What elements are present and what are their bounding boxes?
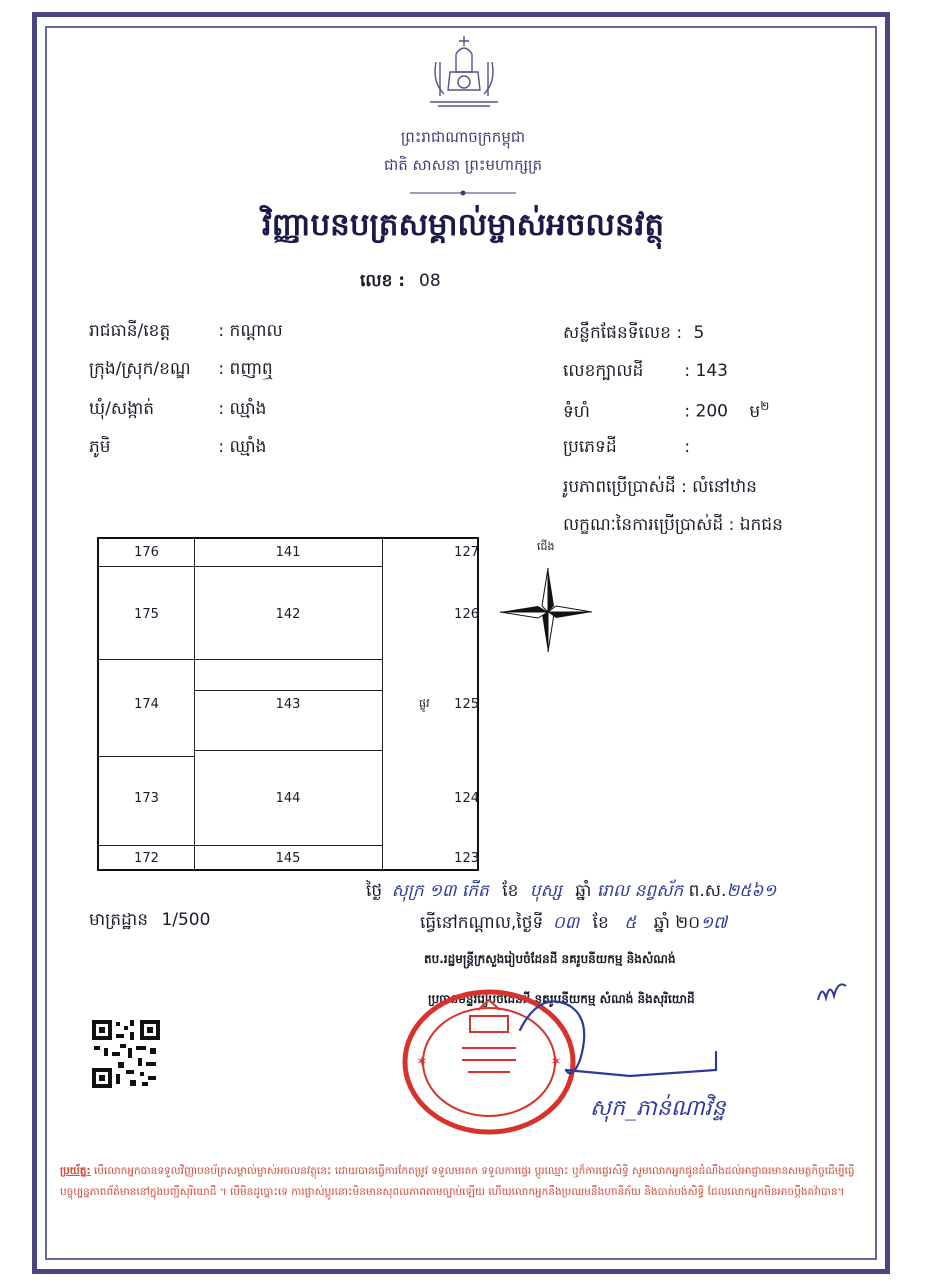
issue-year-label: ឆ្នាំ [653, 913, 670, 933]
map-scale [89, 909, 210, 934]
signer-name-handwritten: សុក_ភាន់ណាវិន្ទ [590, 1096, 726, 1121]
parcel-173: 173 [134, 791, 159, 806]
parcel-175: 175 [134, 607, 159, 622]
field-use-character: លក្ខណៈនៃការប្រើប្រាស់ដី : ឯកជន [563, 515, 783, 535]
royal-emblem-icon [420, 32, 508, 112]
parcel-176: 176 [134, 545, 159, 560]
signature-scribble-icon [510, 970, 750, 1090]
parcel-127: 127 [454, 545, 479, 560]
issue-year-prefix: ២០ [675, 913, 701, 933]
field-province-label: រាជធានី/ខេត្ត [89, 321, 171, 341]
parcel-126: 126 [454, 607, 479, 622]
buddhist-era-prefix: ព.ស. [688, 881, 727, 901]
field-map-sheet-label: សន្លឹកផែនទីលេខ : [563, 323, 683, 343]
field-village-value: : ឈ្មាំង [218, 437, 267, 457]
field-parcel-number-value: : 143 [684, 361, 728, 381]
minister-title-line2: ប្រធានមន្ទីររៀបចំដែនដី នគរូបនីយកម្ម សំណង់ និងសុរិយោដី [428, 992, 695, 1006]
issue-month-label: ខែ [592, 913, 609, 933]
buddhist-era-year-handwritten: ២៥៦១ [726, 881, 777, 901]
field-area [563, 398, 769, 426]
lunar-year-handwritten: រោល នព្វស័ក [596, 881, 684, 901]
road-label: ផ្លូវ [419, 697, 430, 710]
field-land-type-label: ប្រភេទដី [563, 437, 617, 457]
initials-mark-icon [812, 978, 852, 1008]
field-parcel-number-label: លេខក្បាលដី [563, 361, 644, 381]
parcel-143: 143 [275, 697, 301, 712]
field-parcel-number [563, 360, 728, 385]
compass-north-arrow-icon [498, 566, 594, 654]
ornament-divider-icon [406, 188, 520, 198]
parcel-141: 141 [275, 545, 301, 560]
kingdom-title: ព្រះរាជាណាចក្រកម្ពុជា [400, 128, 526, 146]
field-commune-value: : ឈ្មាំង [218, 399, 267, 419]
certificate-number-value: 08 [419, 271, 441, 291]
national-motto: ជាតិ សាសនា ព្រះមហាក្សត្រ [383, 156, 543, 174]
footer-notice-heading: ប្រយ័ត្ន: [60, 1165, 91, 1177]
field-area-unit: ម [749, 401, 761, 422]
footer-notice [60, 1161, 866, 1203]
lunar-day-label: ថ្ងៃ [366, 881, 383, 901]
certificate-number [360, 270, 441, 295]
field-province [89, 320, 283, 345]
lunar-date-line [366, 880, 776, 905]
qr-code-icon [90, 1018, 162, 1090]
minister-title-line1: តប.រដ្ឋមន្ត្រីក្រសួងរៀបចំដែនដី នគរូបនីយកម្ម និងសំណង់ [424, 952, 676, 966]
footer-notice-text: បើលោកអ្នកបានទទួលវិញ្ញាបនប័ត្រសម្គាល់ម្ចាស់អចលនវត្ថុនេះ ដោយបានធ្វើការកែតម្រូវ ទទួលមរតក ទទួលការផ្ទេរ ប្តូរឈ្មោះ ឬក៏ការផ្ទេរសិទ្ធិ សូមលោកអ្នកជូនដំណឹងដល់អាជ្ញាធរមានសមត្ថកិច្ចដើម្បីធ្វើបច្ចុប្បន្នភាពព័ត៌មាននៅក្នុងបញ្ជីសុរិយោដី ។ បើមិនដូច្នោះទេ ការផ្លាស់ប្តូរនោះមិនមានសុពលភាពតាមច្បាប់ឡើយ ហើយលោកអ្នកនឹងប្រឈមនឹងហានិភ័យ និងបាត់បង់សិទ្ធិ ដែលលោកអ្នកមិនអាចប្តឹងតវ៉ាបាន។ [60, 1165, 855, 1198]
field-village-label: ភូមិ [89, 437, 111, 457]
parcel-174: 174 [134, 697, 159, 712]
field-area-unit-sup: ២ [760, 399, 770, 413]
field-map-sheet [563, 322, 704, 347]
field-area-label: ទំហំ [563, 401, 590, 422]
map-scale-label: មាត្រដ្ឋាន [89, 910, 149, 930]
map-scale-value: 1/500 [161, 910, 211, 930]
issue-place-label: ធ្វើនៅកណ្ដាល,ថ្ងៃទី [420, 913, 544, 933]
parcel-142: 142 [275, 607, 301, 622]
field-commune-label: ឃុំ/សង្កាត់ [89, 399, 155, 419]
field-area-value: : 200 [684, 401, 728, 422]
field-map-sheet-value: 5 [693, 323, 705, 343]
parcel-map [97, 537, 479, 871]
field-village [89, 436, 266, 461]
field-district-value: : ពញាឮ [218, 359, 273, 379]
lunar-day-handwritten: សុក្រ ១៣ កើត [391, 881, 489, 901]
issue-month-handwritten: ៥ [624, 913, 637, 933]
lunar-month-label: ខែ [502, 881, 519, 901]
parcel-145: 145 [275, 851, 301, 866]
issue-date-line [420, 912, 727, 937]
field-commune [89, 398, 266, 423]
field-land-type [563, 436, 690, 461]
field-district-label: ក្រុង/ស្រុក/ខណ្ឌ [89, 359, 191, 379]
svg-text:✶: ✶ [550, 1054, 562, 1070]
certificate-number-label: លេខ : [360, 271, 406, 291]
svg-text:✶: ✶ [416, 1054, 428, 1070]
parcel-125: 125 [454, 697, 479, 712]
issue-day-handwritten: ០៣ [552, 913, 580, 933]
field-district [89, 358, 273, 383]
north-label: ជើង [537, 540, 555, 553]
field-land-type-value: : [684, 437, 691, 457]
field-land-use: រូបភាពប្រើប្រាស់ដី : លំនៅឋាន [563, 477, 757, 497]
parcel-123: 123 [454, 851, 479, 866]
parcel-124: 124 [454, 791, 479, 806]
field-province-value: : កណ្ដាល [218, 321, 283, 341]
lunar-year-label: ឆ្នាំ [575, 881, 592, 901]
parcel-172: 172 [134, 851, 159, 866]
lunar-month-handwritten: បុស្ស [529, 881, 562, 901]
document-title: វិញ្ញាបនបត្រសម្គាល់ម្ចាស់អចលនវត្ថុ [261, 207, 665, 243]
issue-year-handwritten: ១៧ [700, 913, 728, 933]
parcel-144: 144 [275, 791, 301, 806]
